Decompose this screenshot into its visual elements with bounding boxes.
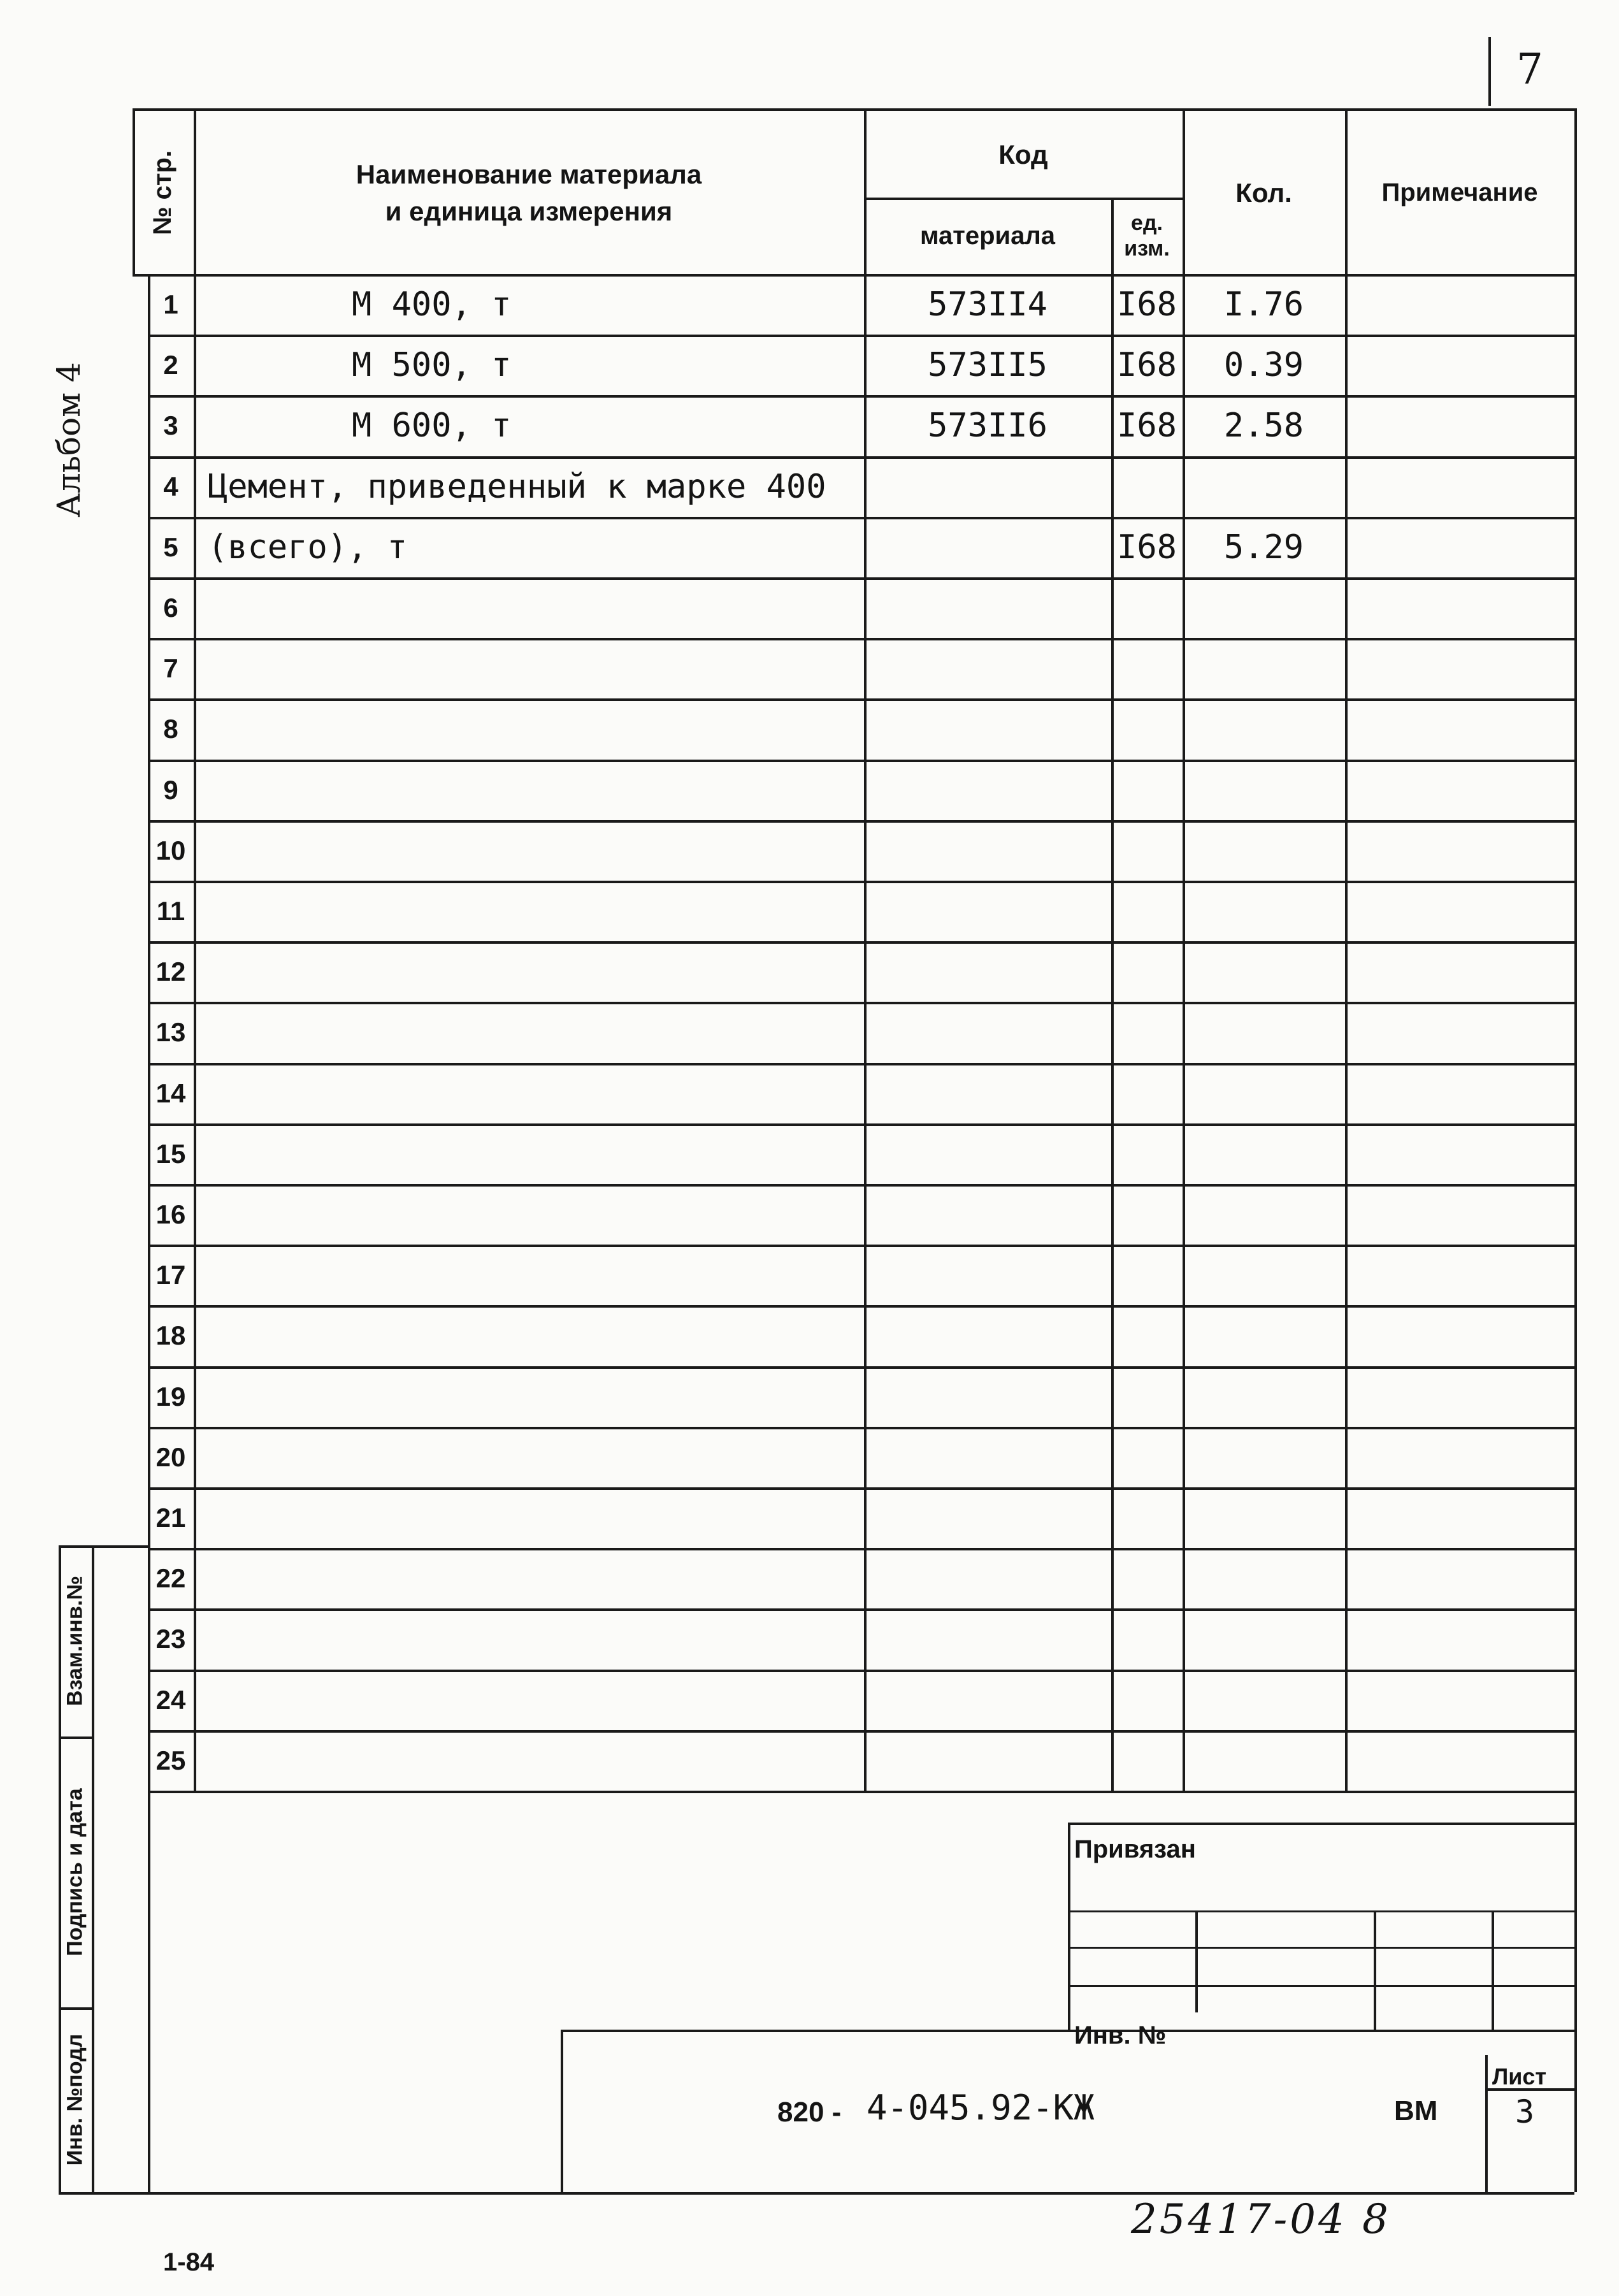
row-number-cell: 24 xyxy=(155,1684,186,1715)
quantity-cell xyxy=(1183,638,1345,699)
row-number-cell: 5 xyxy=(163,531,178,562)
table-row xyxy=(148,456,1574,517)
material-code-cell xyxy=(864,1670,1111,1731)
unit-code-cell xyxy=(1111,1123,1183,1185)
material-code-cell xyxy=(864,820,1111,881)
material-name-cell xyxy=(194,1548,864,1609)
material-code-cell: 573II4 xyxy=(928,285,1047,324)
sheet-cell-left xyxy=(1485,2055,1488,2192)
unit-code-cell xyxy=(1111,456,1183,517)
material-code-cell xyxy=(864,638,1111,699)
code-header-divider xyxy=(864,198,1183,200)
document-series: 820 - xyxy=(777,2097,842,2128)
row-divider xyxy=(148,638,1574,640)
material-name-cell xyxy=(194,820,864,881)
bound-grid-col-1 xyxy=(1195,1910,1198,2012)
row-number-cell: 4 xyxy=(163,471,178,502)
table-row xyxy=(148,1427,1574,1488)
note-cell xyxy=(1345,1427,1574,1488)
unit-code-cell xyxy=(1111,1608,1183,1670)
material-name-cell xyxy=(194,1670,864,1731)
quantity-cell: I.76 xyxy=(1223,285,1304,324)
header-quantity: Кол. xyxy=(1235,177,1292,208)
bound-box-top xyxy=(1068,1823,1574,1825)
header-note: Примечание xyxy=(1381,178,1538,206)
quantity-cell xyxy=(1183,941,1345,1002)
side-stamp-top-border xyxy=(59,1545,148,1548)
material-name-cell: Цемент, приведенный к марке 400 xyxy=(208,467,826,506)
table-row xyxy=(148,698,1574,760)
header-name-line2: и единица измерения xyxy=(385,196,673,226)
page-number: 7 xyxy=(1516,45,1543,94)
header-bottom-border xyxy=(133,274,1574,277)
note-cell xyxy=(1345,456,1574,517)
material-code-cell xyxy=(864,1002,1111,1063)
row-number-cell: 12 xyxy=(155,957,186,987)
row-divider xyxy=(148,1608,1574,1611)
quantity-cell xyxy=(1183,1305,1345,1366)
quantity-cell xyxy=(1183,577,1345,639)
page-number-divider xyxy=(1488,37,1491,106)
note-cell xyxy=(1345,1305,1574,1366)
row-divider xyxy=(148,456,1574,459)
inv-number-label: Инв. № xyxy=(1074,2021,1167,2049)
note-cell xyxy=(1345,577,1574,639)
material-name-cell xyxy=(194,881,864,942)
material-code-column-line xyxy=(864,108,867,1791)
note-cell xyxy=(1345,1123,1574,1185)
material-name-cell xyxy=(194,638,864,699)
material-code-cell: 573II6 xyxy=(928,407,1047,445)
material-name-cell xyxy=(194,1063,864,1124)
material-name-cell xyxy=(194,577,864,639)
table-row xyxy=(148,941,1574,1002)
note-cell xyxy=(1345,335,1574,396)
page-frame-left xyxy=(148,274,150,2192)
note-cell xyxy=(1345,760,1574,821)
material-name-cell xyxy=(194,698,864,760)
material-code-cell xyxy=(864,1063,1111,1124)
material-name-cell xyxy=(194,1730,864,1791)
material-code-cell xyxy=(864,1123,1111,1185)
unit-code-cell xyxy=(1111,760,1183,821)
unit-code-cell: I68 xyxy=(1117,407,1177,445)
row-divider xyxy=(148,760,1574,762)
table-row xyxy=(148,577,1574,639)
material-code-cell xyxy=(864,941,1111,1002)
bound-grid-line-1 xyxy=(1068,1910,1574,1912)
note-cell xyxy=(1345,820,1574,881)
material-code-cell xyxy=(864,1548,1111,1609)
row-divider xyxy=(148,1184,1574,1187)
document-type: ВМ xyxy=(1394,2095,1438,2126)
material-name-cell xyxy=(194,1608,864,1670)
note-cell xyxy=(1345,1487,1574,1549)
header-material-code: материала xyxy=(919,221,1056,250)
table-row xyxy=(148,517,1574,578)
quantity-cell xyxy=(1183,760,1345,821)
table-row xyxy=(148,1548,1574,1609)
material-code-cell xyxy=(864,1245,1111,1306)
side-stamp-divider xyxy=(92,1545,94,2192)
row-divider xyxy=(148,1063,1574,1065)
quantity-cell: 2.58 xyxy=(1223,407,1304,445)
note-cell xyxy=(1345,881,1574,942)
header-unit-line1: ед. xyxy=(1131,211,1163,235)
quantity-cell xyxy=(1183,1123,1345,1185)
title-box-top xyxy=(561,2030,1574,2032)
material-code-cell xyxy=(864,456,1111,517)
note-cell xyxy=(1345,1670,1574,1731)
material-name-cell xyxy=(194,1245,864,1306)
material-code-cell xyxy=(864,577,1111,639)
unit-code-cell xyxy=(1111,1427,1183,1488)
sheet-label: Лист xyxy=(1492,2063,1547,2090)
row-divider xyxy=(148,1670,1574,1672)
material-name-cell xyxy=(194,1002,864,1063)
bound-grid-line-2 xyxy=(1068,1947,1574,1949)
quantity-cell xyxy=(1183,1366,1345,1427)
material-name-cell xyxy=(194,760,864,821)
unit-code-cell xyxy=(1111,1670,1183,1731)
material-code-cell xyxy=(864,1366,1111,1427)
material-name-cell xyxy=(194,1305,864,1366)
note-cell xyxy=(1345,698,1574,760)
note-cell xyxy=(1345,1366,1574,1427)
row-number-cell: 18 xyxy=(155,1320,186,1351)
row-number-cell: 20 xyxy=(155,1441,186,1472)
side-stamp-sep-2 xyxy=(59,2007,92,2010)
unit-code-cell xyxy=(1111,577,1183,639)
row-number-cell: 9 xyxy=(163,774,178,805)
row-divider xyxy=(148,1245,1574,1247)
row-divider xyxy=(148,1305,1574,1308)
material-name-cell: М 600, т xyxy=(352,407,512,445)
quantity-cell: 0.39 xyxy=(1223,346,1304,385)
unit-code-cell: I68 xyxy=(1117,528,1177,567)
row-divider xyxy=(148,941,1574,944)
material-code-cell xyxy=(864,760,1111,821)
material-name-cell xyxy=(194,1366,864,1427)
signature-date-label: Подпись и дата xyxy=(62,1788,87,1956)
row-divider xyxy=(148,1427,1574,1429)
table-row xyxy=(148,274,1574,335)
row-number-cell: 14 xyxy=(155,1078,186,1108)
replace-inv-label: Взам.инв.№ xyxy=(62,1575,87,1707)
unit-code-cell xyxy=(1111,698,1183,760)
quantity-cell xyxy=(1183,1245,1345,1306)
table-row xyxy=(148,638,1574,699)
row-number-cell: 3 xyxy=(163,410,178,441)
quantity-cell xyxy=(1183,1184,1345,1245)
material-name-cell: (всего), т xyxy=(208,528,408,567)
unit-code-cell xyxy=(1111,941,1183,1002)
table-row xyxy=(148,1487,1574,1549)
row-divider xyxy=(148,820,1574,823)
quantity-cell xyxy=(1183,1427,1345,1488)
row-number-cell: 16 xyxy=(155,1199,186,1229)
table-row xyxy=(148,1670,1574,1731)
document-code: 4-045.92-КЖ xyxy=(867,2088,1095,2128)
material-name-cell xyxy=(194,1123,864,1185)
row-divider xyxy=(148,1366,1574,1369)
quantity-cell: 5.29 xyxy=(1223,528,1304,567)
table-row xyxy=(148,1245,1574,1306)
header-row-number-text: № стр. xyxy=(148,150,177,236)
header-unit xyxy=(1111,198,1183,274)
table-row xyxy=(148,1184,1574,1245)
unit-column-line xyxy=(1111,198,1114,1791)
unit-code-cell xyxy=(1111,881,1183,942)
table-row xyxy=(148,820,1574,881)
note-cell xyxy=(1345,1184,1574,1245)
side-stamp-left-border xyxy=(59,1545,61,2192)
note-cell xyxy=(1345,1608,1574,1670)
table-left-border xyxy=(133,108,135,274)
unit-code-cell xyxy=(1111,1487,1183,1549)
material-code-cell xyxy=(864,881,1111,942)
row-number-cell: 6 xyxy=(163,593,178,623)
table-row xyxy=(148,881,1574,942)
row-number-cell: 21 xyxy=(155,1503,186,1533)
side-stamp-sep-1 xyxy=(59,1736,92,1739)
material-code-cell xyxy=(864,698,1111,760)
row-number-cell: 8 xyxy=(163,714,178,744)
handwritten-number: 25417-04 8 xyxy=(1131,2196,1391,2243)
material-name-cell: М 500, т xyxy=(352,346,512,385)
row-number-cell: 25 xyxy=(155,1745,186,1775)
quantity-cell xyxy=(1183,881,1345,942)
title-box-left xyxy=(561,2030,563,2192)
quantity-cell xyxy=(1183,820,1345,881)
row-number-cell: 17 xyxy=(155,1260,186,1290)
header-name-line1: Наименование материала xyxy=(356,159,702,189)
unit-code-cell xyxy=(1111,1730,1183,1791)
note-cell xyxy=(1345,395,1574,456)
unit-code-cell: I68 xyxy=(1117,285,1177,324)
table-row xyxy=(148,335,1574,396)
row-number-cell: 11 xyxy=(156,896,185,926)
unit-code-cell: I68 xyxy=(1117,346,1177,385)
row-divider xyxy=(148,577,1574,580)
quantity-cell xyxy=(1183,698,1345,760)
row-divider xyxy=(148,881,1574,883)
table-row xyxy=(148,1063,1574,1124)
unit-code-cell xyxy=(1111,1245,1183,1306)
quantity-cell xyxy=(1183,456,1345,517)
row-divider xyxy=(148,517,1574,519)
material-name-cell xyxy=(194,941,864,1002)
material-name-cell: М 400, т xyxy=(352,285,512,324)
form-code: 1-84 xyxy=(163,2248,215,2276)
table-row xyxy=(148,1002,1574,1063)
table-top-border xyxy=(133,108,1574,111)
unit-code-cell xyxy=(1111,1305,1183,1366)
table-row xyxy=(148,760,1574,821)
sheet-number: 3 xyxy=(1515,2093,1535,2130)
unit-code-cell xyxy=(1111,1366,1183,1427)
note-cell xyxy=(1345,274,1574,335)
material-code-cell xyxy=(864,517,1111,578)
quantity-cell xyxy=(1183,1608,1345,1670)
row-divider xyxy=(148,698,1574,701)
bound-grid-col-3 xyxy=(1492,1910,1494,2030)
note-cell xyxy=(1345,1245,1574,1306)
row-divider xyxy=(148,1002,1574,1004)
note-cell xyxy=(1345,517,1574,578)
table-row xyxy=(148,395,1574,456)
row-divider xyxy=(148,1487,1574,1490)
table-row xyxy=(148,1305,1574,1366)
header-material-name xyxy=(194,112,864,274)
note-cell xyxy=(1345,941,1574,1002)
row-number-cell: 23 xyxy=(155,1624,186,1654)
unit-code-cell xyxy=(1111,1063,1183,1124)
row-number-cell: 2 xyxy=(163,350,178,380)
material-code-cell xyxy=(864,1184,1111,1245)
material-name-cell xyxy=(194,1487,864,1549)
unit-code-cell xyxy=(1111,1002,1183,1063)
row-divider xyxy=(148,1730,1574,1733)
table-bottom-border xyxy=(148,1791,1574,1793)
page-frame-right xyxy=(1574,108,1577,2192)
table-row xyxy=(148,1366,1574,1427)
bound-grid-line-3 xyxy=(1068,1985,1574,1987)
material-code-cell xyxy=(864,1305,1111,1366)
row-divider xyxy=(148,1123,1574,1126)
note-cell xyxy=(1345,638,1574,699)
page-frame-bottom xyxy=(148,2192,1574,2195)
table-row xyxy=(148,1123,1574,1185)
bound-box-left xyxy=(1068,1823,1070,2030)
row-number-cell: 15 xyxy=(155,1138,186,1169)
row-number-cell: 22 xyxy=(155,1563,186,1594)
note-cell xyxy=(1345,1063,1574,1124)
row-number-cell: 13 xyxy=(155,1017,186,1048)
quantity-cell xyxy=(1183,1002,1345,1063)
material-name-cell xyxy=(194,1184,864,1245)
note-cell xyxy=(1345,1002,1574,1063)
row-number-cell: 10 xyxy=(155,835,186,865)
material-name-cell xyxy=(194,1427,864,1488)
material-code-cell: 573II5 xyxy=(928,346,1047,385)
row-divider xyxy=(148,1548,1574,1550)
quantity-cell xyxy=(1183,1487,1345,1549)
unit-code-cell xyxy=(1111,820,1183,881)
note-column-line xyxy=(1345,108,1348,1791)
material-code-cell xyxy=(864,1427,1111,1488)
quantity-cell xyxy=(1183,1063,1345,1124)
note-cell xyxy=(1345,1730,1574,1791)
table-row xyxy=(148,1608,1574,1670)
row-number-column-line xyxy=(194,108,196,1791)
row-number-cell: 19 xyxy=(155,1381,186,1412)
row-divider xyxy=(148,335,1574,337)
material-code-cell xyxy=(864,1730,1111,1791)
unit-code-cell xyxy=(1111,638,1183,699)
inv-original-label: Инв. №подл xyxy=(62,2033,87,2166)
row-number-cell: 7 xyxy=(163,653,178,684)
row-number-cell: 1 xyxy=(163,289,178,319)
material-code-cell xyxy=(864,1608,1111,1670)
unit-code-cell xyxy=(1111,1184,1183,1245)
note-cell xyxy=(1345,1548,1574,1609)
quantity-column-line xyxy=(1183,108,1185,1791)
table-row xyxy=(148,1730,1574,1791)
header-row-number xyxy=(133,112,194,274)
bound-label: Привязан xyxy=(1074,1835,1196,1863)
row-divider xyxy=(148,395,1574,398)
unit-code-cell xyxy=(1111,1548,1183,1609)
bound-grid-col-2 xyxy=(1374,1910,1376,2030)
quantity-cell xyxy=(1183,1670,1345,1731)
album-label: Альбом 4 xyxy=(50,362,87,517)
header-unit-line2: изм. xyxy=(1124,236,1170,261)
side-stamp-bottom-border xyxy=(59,2192,148,2195)
quantity-cell xyxy=(1183,1730,1345,1791)
material-code-cell xyxy=(864,1487,1111,1549)
quantity-cell xyxy=(1183,1548,1345,1609)
header-code: Код xyxy=(998,139,1048,170)
